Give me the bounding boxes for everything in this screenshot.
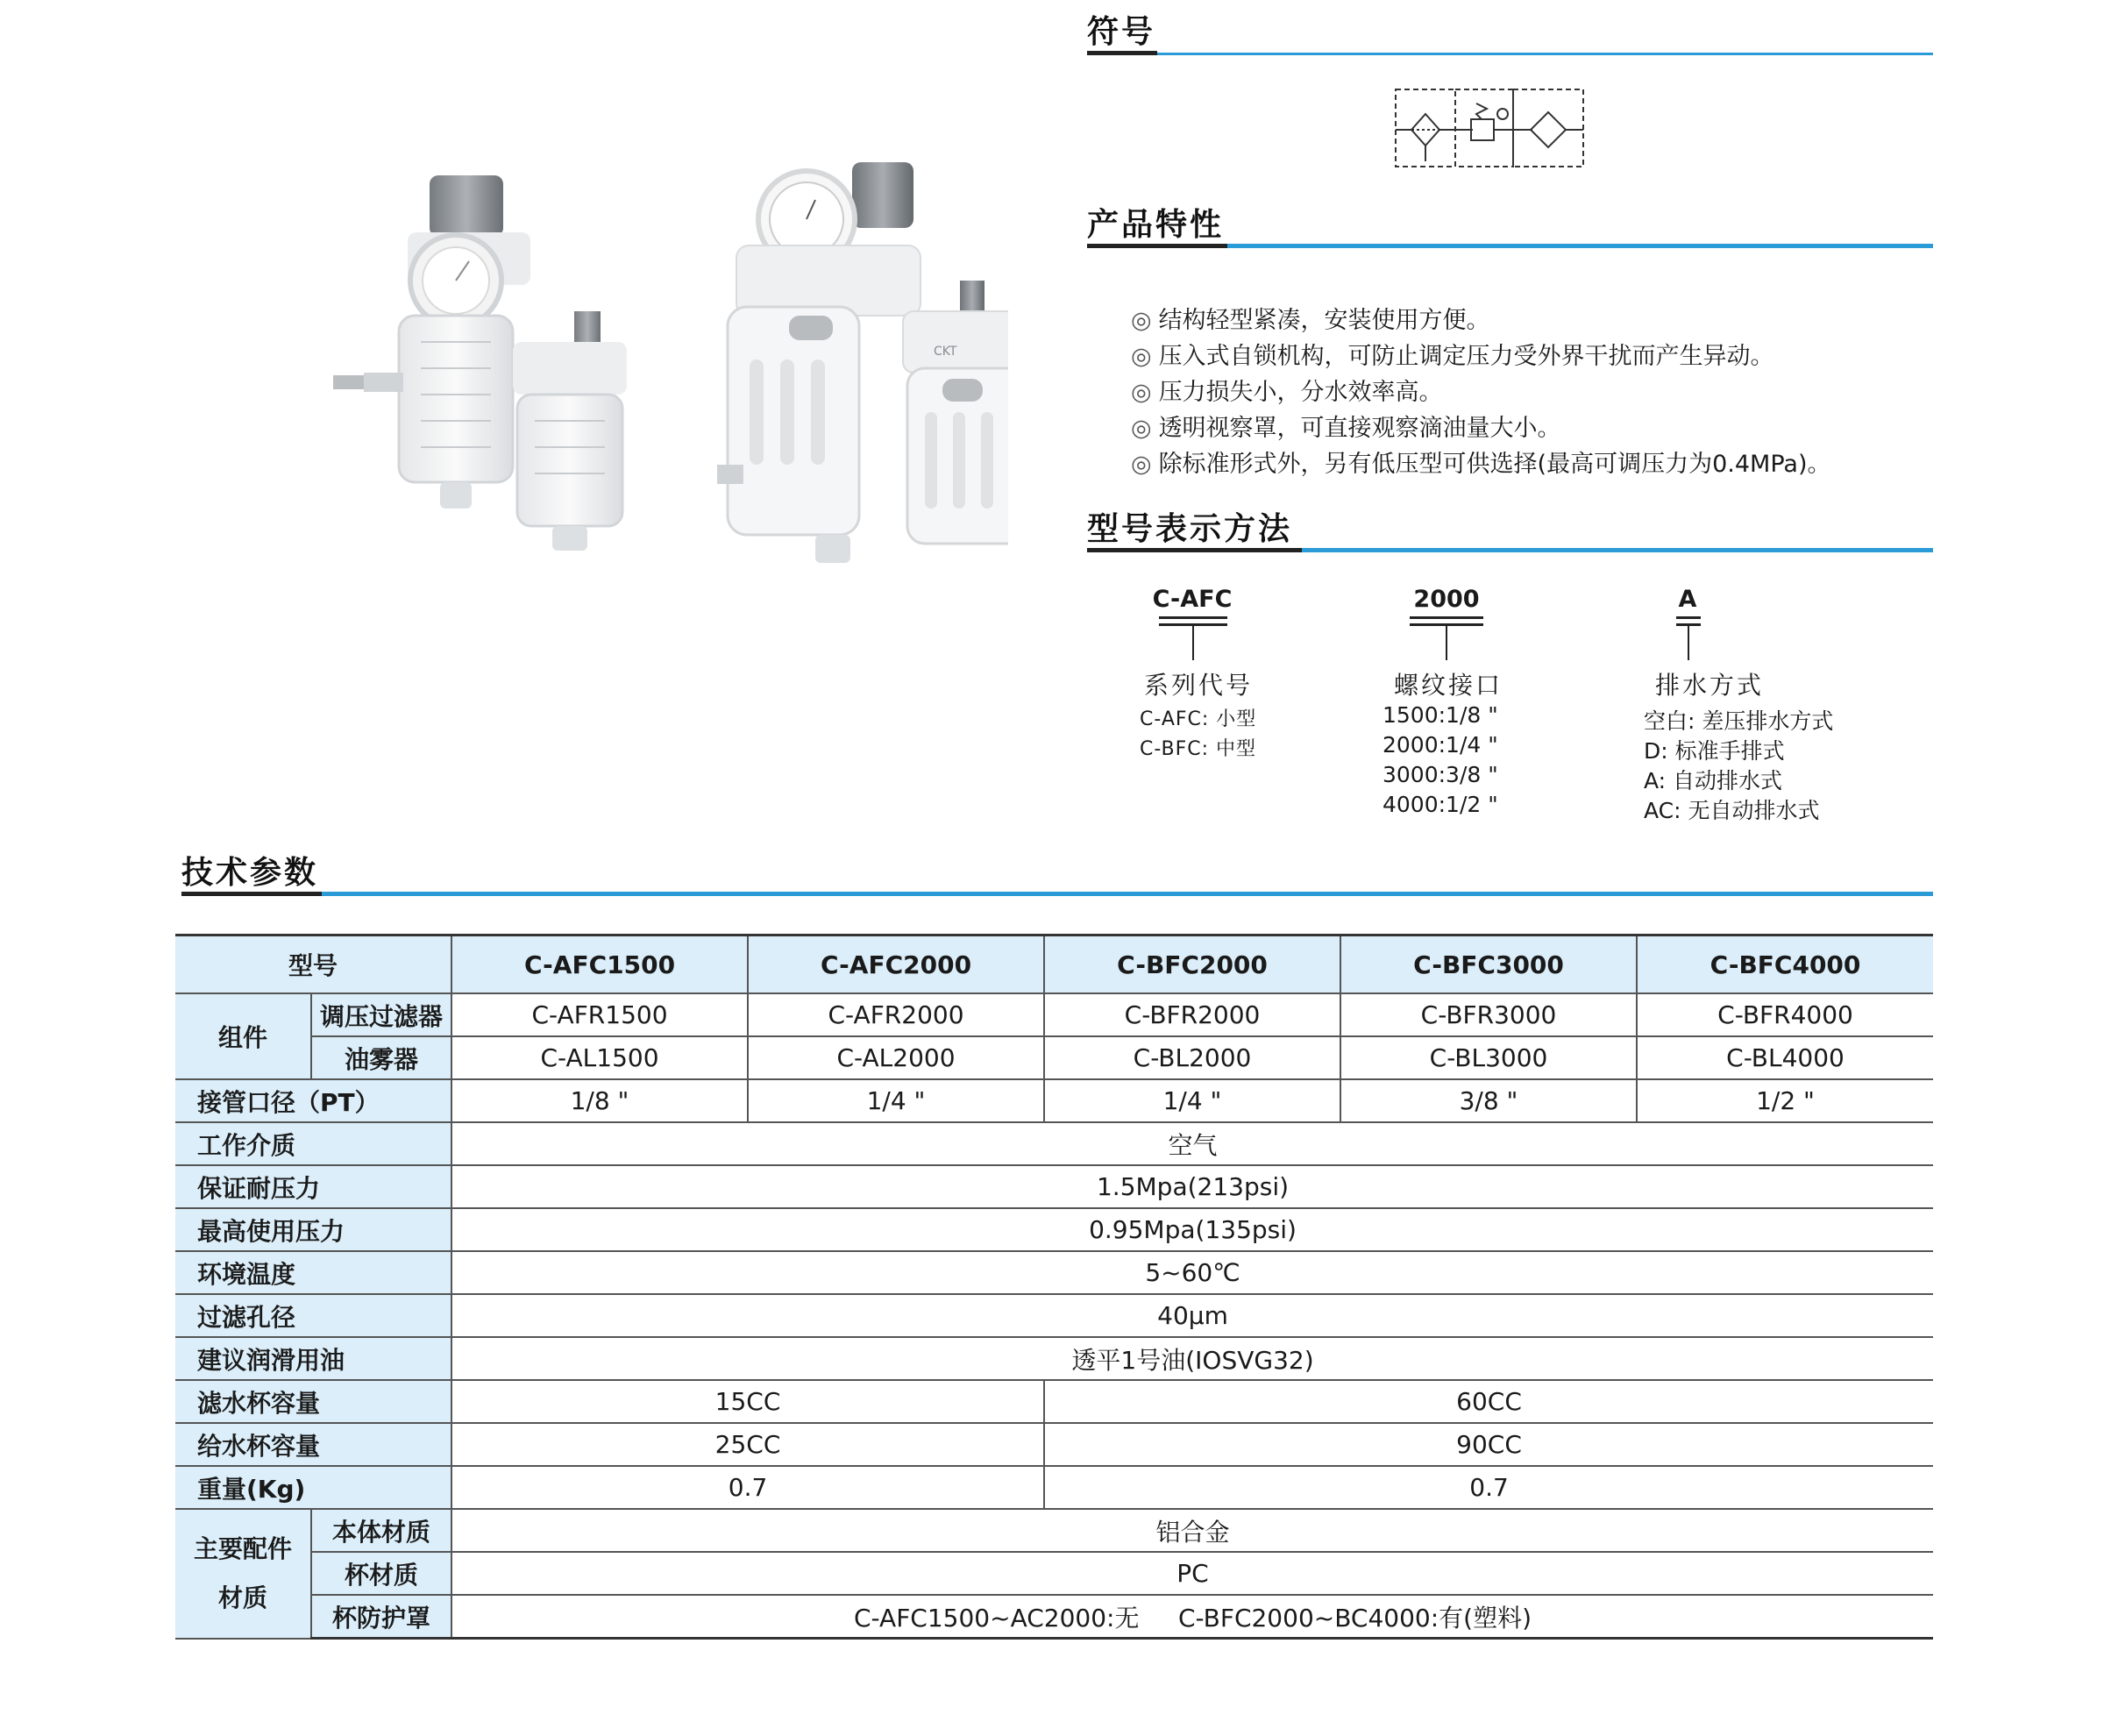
table-cell: 铝合金 xyxy=(451,1509,1933,1552)
table-cell: 5~60℃ xyxy=(451,1251,1933,1294)
code-drain-line: 空白: 差压排水方式 xyxy=(1644,708,1834,734)
code-bar xyxy=(1159,616,1227,619)
port-label: 接管口径（PT） xyxy=(175,1079,451,1122)
table-row xyxy=(175,1337,1933,1380)
table-cell: C-BFR2000 xyxy=(1044,993,1340,1036)
code-thread-line: 3000:3/8 " xyxy=(1383,762,1498,787)
code-drain-heading: 排水方式 xyxy=(1655,671,1765,700)
code-drain-line: A: 自动排水式 xyxy=(1644,768,1783,793)
code-tick xyxy=(1192,625,1194,660)
oil-label: 建议润滑用油 xyxy=(175,1337,451,1380)
oil-cup-label: 给水杯容量 xyxy=(175,1423,451,1466)
code-drain-line: D: 标准手排式 xyxy=(1644,738,1785,764)
table-cell: C-BFR4000 xyxy=(1637,993,1933,1036)
table-cell: 60CC xyxy=(1044,1380,1933,1423)
frl-unit-clear xyxy=(333,175,627,551)
code-drain: A xyxy=(1678,586,1697,613)
circle-bullet-icon: ◎ xyxy=(1131,343,1152,370)
table-cell: 25CC xyxy=(451,1423,1044,1466)
section-title-symbol: 符号 xyxy=(1087,14,1156,50)
code-tick xyxy=(1446,625,1447,660)
table-cell: 1.5Mpa(213psi) xyxy=(451,1165,1933,1208)
table-row xyxy=(175,1165,1933,1208)
circle-bullet-icon: ◎ xyxy=(1131,415,1152,442)
model-cell: C-AFC1500 xyxy=(451,936,748,994)
table-cell: 1/2 " xyxy=(1637,1079,1933,1122)
table-row xyxy=(175,1466,1933,1509)
code-series-heading: 系列代号 xyxy=(1144,671,1254,700)
frl-symbol-diagram xyxy=(1394,88,1587,168)
drain-cup-label: 滤水杯容量 xyxy=(175,1380,451,1423)
table-row xyxy=(175,1595,1933,1639)
proof-label: 保证耐压力 xyxy=(175,1165,451,1208)
code-tick xyxy=(1688,625,1689,660)
table-row xyxy=(175,1294,1933,1337)
spec-table xyxy=(175,934,1933,1640)
table-row xyxy=(175,1380,1933,1423)
model-cell: C-BFC4000 xyxy=(1637,936,1933,994)
section-rule xyxy=(322,892,1933,896)
section-underline xyxy=(1087,244,1227,248)
components-label: 组件 xyxy=(175,993,311,1079)
table-cell: 0.7 xyxy=(1044,1466,1933,1509)
section-title-features: 产品特性 xyxy=(1087,207,1225,243)
code-drain-line: AC: 无自动排水式 xyxy=(1644,798,1820,823)
table-cell: C-BL2000 xyxy=(1044,1036,1340,1079)
table-cell: 1/4 " xyxy=(748,1079,1044,1122)
table-cell: C-AL1500 xyxy=(451,1036,748,1079)
table-cell: PC xyxy=(451,1552,1933,1595)
regulator-label: 调压过滤器 xyxy=(311,993,451,1036)
table-row xyxy=(175,1036,1933,1079)
circle-bullet-icon: ◎ xyxy=(1131,379,1152,406)
feature-item: ◎ 压力损失小，分水效率高。 xyxy=(1131,379,1443,406)
table-cell: 0.7 xyxy=(451,1466,1044,1509)
table-cell: C-BFR3000 xyxy=(1340,993,1637,1036)
table-row xyxy=(175,1251,1933,1294)
table-row xyxy=(175,1552,1933,1595)
table-cell: C-AFC1500~AC2000:无 C-BFC2000~BC4000:有(塑料) xyxy=(451,1595,1933,1639)
model-cell: C-BFC3000 xyxy=(1340,936,1637,994)
section-underline xyxy=(1087,548,1302,552)
section-underline xyxy=(1087,51,1157,55)
table-cell: 0.95Mpa(135psi) xyxy=(451,1208,1933,1251)
section-underline xyxy=(181,892,322,896)
table-cell: C-AFR2000 xyxy=(748,993,1044,1036)
table-row xyxy=(175,1509,1933,1552)
feature-item: ◎ 透明视察罩，可直接观察滴油量大小。 xyxy=(1131,415,1561,442)
parts-label-line: 材质 xyxy=(217,1583,267,1612)
section-title-specs: 技术参数 xyxy=(181,855,319,891)
code-thread-line: 1500:1/8 " xyxy=(1383,702,1498,728)
table-row xyxy=(175,1208,1933,1251)
medium-label: 工作介质 xyxy=(175,1122,451,1165)
temp-label: 环境温度 xyxy=(175,1251,451,1294)
table-cell: C-BL3000 xyxy=(1340,1036,1637,1079)
lubricator-label: 油雾器 xyxy=(311,1036,451,1079)
table-cell: 1/8 " xyxy=(451,1079,748,1122)
section-rule xyxy=(1302,548,1933,552)
feature-item: ◎ 结构轻型紧凑，安装使用方便。 xyxy=(1131,307,1490,334)
section-title-model-code: 型号表示方法 xyxy=(1087,511,1293,547)
table-cell: 90CC xyxy=(1044,1423,1933,1466)
code-series-line: C-AFC: 小型 xyxy=(1140,708,1257,730)
code-thread-line: 4000:1/2 " xyxy=(1383,792,1498,817)
table-cell: 40μm xyxy=(451,1294,1933,1337)
weight-label: 重量(Kg) xyxy=(175,1466,451,1509)
code-series: C-AFC xyxy=(1152,586,1233,613)
table-row xyxy=(175,1423,1933,1466)
frl-unit-guarded xyxy=(717,162,1008,563)
brand-label: CKT xyxy=(934,345,957,359)
table-row xyxy=(175,1122,1933,1165)
section-rule xyxy=(1157,53,1933,55)
table-cell: 空气 xyxy=(451,1122,1933,1165)
table-row xyxy=(175,936,1933,994)
body-label: 本体材质 xyxy=(311,1509,451,1552)
table-cell: 1/4 " xyxy=(1044,1079,1340,1122)
code-thread-line: 2000:1/4 " xyxy=(1383,732,1498,758)
table-row xyxy=(175,993,1933,1036)
code-thread-heading: 螺纹接口 xyxy=(1394,671,1503,700)
max-pressure-label: 最高使用压力 xyxy=(175,1208,451,1251)
code-series-line: C-BFC: 中型 xyxy=(1140,738,1257,760)
code-bar xyxy=(1676,616,1701,619)
bowl-label: 杯材质 xyxy=(311,1552,451,1595)
feature-item: ◎ 除标准形式外，另有低压型可供选择(最高可调压力为0.4MPa)。 xyxy=(1131,451,1831,478)
code-thread: 2000 xyxy=(1413,586,1480,613)
model-header-label: 型号 xyxy=(175,936,451,994)
table-cell: C-BL4000 xyxy=(1637,1036,1933,1079)
code-bar xyxy=(1410,616,1483,619)
circle-bullet-icon: ◎ xyxy=(1131,451,1152,478)
table-cell: 15CC xyxy=(451,1380,1044,1423)
model-cell: C-AFC2000 xyxy=(748,936,1044,994)
table-row xyxy=(175,1079,1933,1122)
feature-item: ◎ 压入式自锁机构，可防止调定压力受外界干扰而产生异动。 xyxy=(1131,343,1774,370)
guard-label: 杯防护罩 xyxy=(311,1595,451,1639)
table-cell: 透平1号油(IOSVG32) xyxy=(451,1337,1933,1380)
table-cell: C-AFR1500 xyxy=(451,993,748,1036)
product-photo xyxy=(202,149,1008,605)
section-rule xyxy=(1227,244,1933,248)
table-cell: C-AL2000 xyxy=(748,1036,1044,1079)
filter-label: 过滤孔径 xyxy=(175,1294,451,1337)
model-cell: C-BFC2000 xyxy=(1044,936,1340,994)
parts-label-line: 主要配件 xyxy=(193,1533,292,1563)
parts-material-label xyxy=(175,1509,311,1639)
table-cell: 3/8 " xyxy=(1340,1079,1637,1122)
circle-bullet-icon: ◎ xyxy=(1131,307,1152,334)
